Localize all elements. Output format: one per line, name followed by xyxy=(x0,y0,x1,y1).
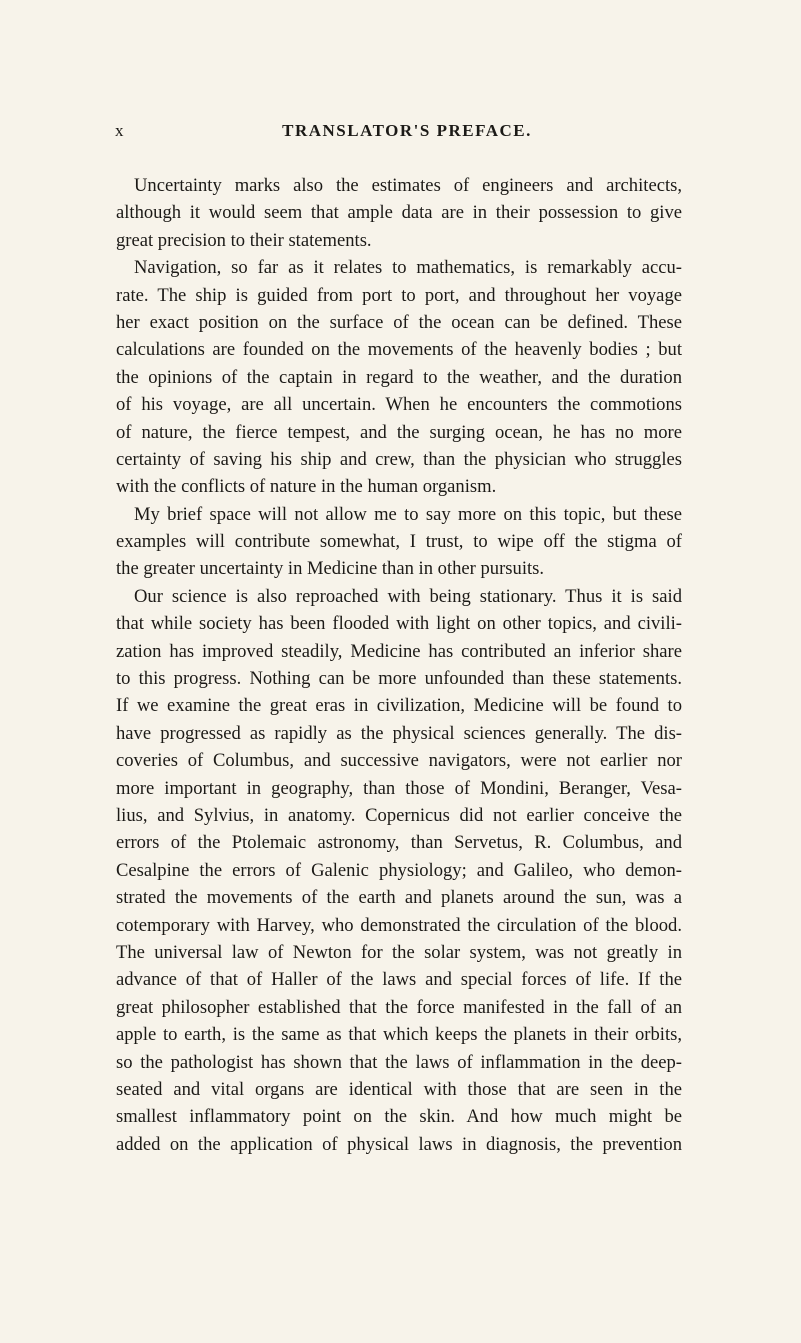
running-head: TRANSLATOR'S PREFACE. xyxy=(282,121,532,140)
body-text xyxy=(116,172,682,1158)
text-line: great philosopher established that the force manifested in the fall of an xyxy=(116,996,682,1018)
text-line: the greater uncertainty in Medicine than in other pursuits. xyxy=(116,558,545,580)
text-line: of nature, the fierce tempest, and the surging ocean, he has no more xyxy=(116,421,682,443)
text-line: with the conflicts of nature in the human organism. xyxy=(116,476,497,498)
text-line: errors of the Ptolemaic astronomy, than Servetus, R. Columbus, and xyxy=(116,832,682,854)
text-line: zation has improved steadily, Medicine has contributed an inferior share xyxy=(116,640,682,662)
text-line: If we examine the great eras in civilization, Medicine will be found to xyxy=(116,695,682,717)
text-line: lius, and Sylvius, in anatomy. Copernicus did not earlier conceive the xyxy=(116,804,682,826)
text-line: apple to earth, is the same as that which keeps the planets in their orbits, xyxy=(116,1024,682,1046)
text-line: to this progress. Nothing can be more unfounded than these statements. xyxy=(116,668,682,690)
text-line: strated the movements of the earth and planets around the sun, was a xyxy=(116,887,682,909)
page-number: x xyxy=(115,121,125,140)
text-line: examples will contribute somewhat, I trust, to wipe off the stigma of xyxy=(116,531,682,553)
text-line: have progressed as rapidly as the physical sciences generally. The dis- xyxy=(116,722,682,744)
text-line: Cesalpine the errors of Galenic physiology; and Galileo, who demon- xyxy=(116,859,682,881)
text-line: cotemporary with Harvey, who demonstrated the circulation of the blood. xyxy=(116,914,682,936)
text-line: Navigation, so far as it relates to mathematics, is remarkably accu- xyxy=(134,257,682,279)
text-line: seated and vital organs are identical with those that are seen in the xyxy=(116,1078,682,1100)
text-line: Our science is also reproached with being stationary. Thus it is said xyxy=(134,585,682,607)
text-line: her exact position on the surface of the ocean can be defined. These xyxy=(116,311,682,333)
text-line: so the pathologist has shown that the laws of inflammation in the deep- xyxy=(116,1051,682,1073)
text-line: The universal law of Newton for the solar system, was not greatly in xyxy=(116,941,682,963)
text-line: more important in geography, than those of Mondini, Beranger, Vesa- xyxy=(116,777,682,799)
text-line: added on the application of physical laws in diagnosis, the prevention xyxy=(116,1133,682,1155)
text-line: that while society has been flooded with light on other topics, and civili- xyxy=(116,613,682,635)
text-line: coveries of Columbus, and successive navigators, were not earlier nor xyxy=(116,750,682,772)
text-line: advance of that of Haller of the laws and special forces of life. If the xyxy=(116,969,682,991)
text-line: great precision to their statements. xyxy=(116,229,372,251)
text-line: Uncertainty marks also the estimates of engineers and architects, xyxy=(134,175,682,196)
text-line: the opinions of the captain in regard to the weather, and the duration xyxy=(116,366,682,388)
page-header xyxy=(107,121,707,147)
text-line: of his voyage, are all uncertain. When he encounters the commotions xyxy=(116,394,682,416)
text-line: My brief space will not allow me to say more on this topic, but these xyxy=(134,503,682,525)
text-line: rate. The ship is guided from port to port, and throughout her voyage xyxy=(116,284,682,306)
text-line: calculations are founded on the movements of the heavenly bodies ; but xyxy=(116,339,682,361)
text-line: although it would seem that ample data are in their possession to give xyxy=(116,202,682,224)
text-line: smallest inflammatory point on the skin. And how much might be xyxy=(116,1106,682,1128)
text-line: certainty of saving his ship and crew, than the physician who struggles xyxy=(116,448,682,470)
